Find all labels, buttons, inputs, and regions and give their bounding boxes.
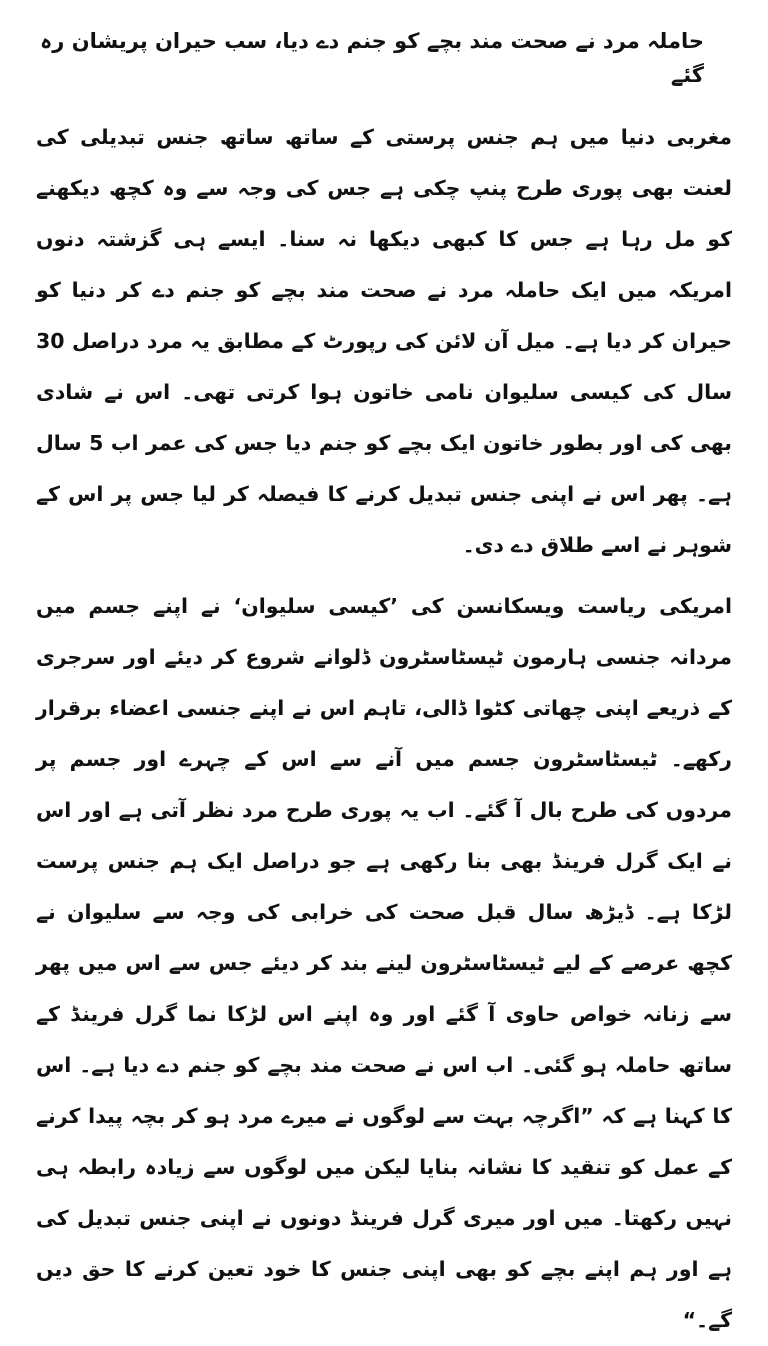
article-paragraph-1: مغربی دنیا میں ہم جنس پرستی کے ساتھ ساتھ جنس تبدیلی کی لعنت بھی پوری طرح پنپ چکی ہے جس کی وجہ سے وہ کچھ دیکھنے کو مل رہا ہے جس کا کبھی دیکھا نہ سنا۔ ایسے ہی گزشتہ دنوں امریکہ میں ایک حاملہ مرد نے صحت مند بچے کو جنم دے کر دنیا کو حیران کر دیا ہے۔ میل آن لائن کی رپورٹ کے مطابق یہ مرد دراصل 30 سال کی کیسی سلیوان نامی خاتون ہوا کرتی تھی۔ اس نے شادی بھی کی اور بطور خاتون ایک بچے کو جنم دیا جس کی عمر اب 5 سال ہے۔ پھر اس نے اپنی جنس تبدیل کرنے کا فیصلہ کر لیا جس پر اس کے شوہر نے اسے طلاق دے دی۔ [36, 125, 732, 557]
article-title: حاملہ مرد نے صحت مند بچے کو جنم دے دیا، سب حیران پریشان رہ گئے [39, 29, 704, 87]
article-paragraph-2: امریکی ریاست ویسکانسن کی ’کیسی سلیوان‘ نے اپنے جسم میں مردانہ جنسی ہارمون ٹیسٹاسٹرون ڈلوانے شروع کر دیئے اور سرجری کے ذریعے اپنی چھاتی کٹوا ڈالی، تاہم اس نے اپنے جنسی اعضاء برقرار رکھے۔ ٹیسٹاسٹرون جسم میں آنے سے اس کے چہرے اور جسم پر مردوں کی طرح بال آ گئے۔ اب یہ پوری طرح مرد نظر آتی ہے اور اس نے ایک گرل فرینڈ بھی بنا رکھی ہے جو دراصل ایک ہم جنس پرست لڑکا ہے۔ ڈیڑھ سال قبل صحت کی خرابی کی وجہ سے سلیوان نے کچھ عرصے کے لیے ٹیسٹاسٹرون لینے بند کر دیئے جس سے اس میں پھر سے زنانہ خواص حاوی آ گئے اور وہ اپنے اس لڑکا نما گرل فرینڈ کے ساتھ حاملہ ہو گئی۔ اب اس نے صحت مند بچے کو جنم دے دیا ہے۔ اس کا کہنا ہے کہ ”اگرچہ بہت سے لوگوں نے میرے مرد ہو کر بچہ پیدا کرنے کے عمل کو تنقید کا نشانہ بنایا لیکن میں لوگوں سے زیادہ رابطہ ہی نہیں رکھتا۔ میں اور میری گرل فرینڈ دونوں نے اپنی جنس تبدیل کی ہے اور ہم اپنے بچے کو بھی اپنی جنس کا خود تعین کرنے کا حق دیں گے۔“ [36, 594, 732, 1332]
